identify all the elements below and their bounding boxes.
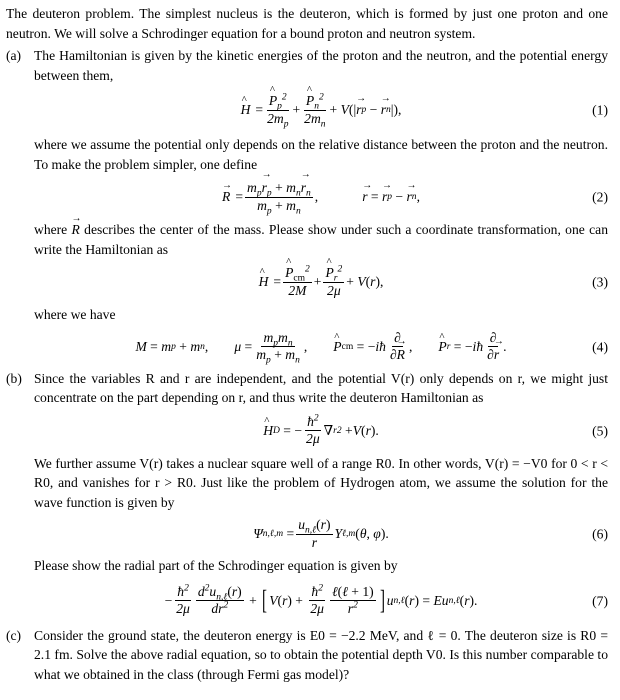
equation-number: (1) [592, 102, 608, 118]
part-a [6, 46, 608, 369]
part-c-text-1: Consider the ground state, the deuteron energy is E0 = −2.2 MeV, and ℓ = 0. The deuteron size is R0 = 2.1 fm. Solve the above radial equation, so to obtain the potential depth V0. Is this number comparable to what we obtained in the class (through Fermi gas model)? [34, 627, 608, 682]
equation-3: ^ H = ^ $\frac{P_{cm}^2}{2M}$ + ^ $\frac{P_r^2}{2\mu}$ + V ( r ), (3) [34, 259, 608, 305]
part-b-label: (b) [6, 370, 22, 386]
equation-number: (5) [592, 422, 608, 438]
part-b [6, 369, 608, 626]
part-a-text-1: The Hamiltonian is given by the kinetic energies of the proton and the neutron, and the potential energy between them, [34, 48, 608, 83]
equation-number: (3) [592, 274, 608, 290]
part-a-label: (a) [6, 48, 22, 63]
part-a-text-4: where we have [34, 307, 116, 322]
part-b-text-3: Please show the radial part of the Schrodinger equation is given by [34, 558, 398, 573]
part-a-text-3: where → R describes the center of the mass. Please show under such a coordinate transformation, one can write the Hamiltonian as [34, 220, 608, 259]
equation-1: ^ H = ^ $\frac{P_p^2}{2m_p}$ + ^ $\frac{P_n^2}{2m_n}$ + V (| → r p − → r n |), (1) [34, 85, 608, 135]
part-b-text-1: Since the variables R and r are independent, and the potential V(r) only depends on r, we might just concentrate on the part depending on r, and thus write the deuteron Hamiltonian as [34, 370, 608, 405]
part-b-text-2: We further assume V(r) takes a nuclear square well of a range R0. In other words, V(r) = −V0 for 0 < r < R0, and vanishes for r > R0. Just like the problem of Hydrogen atom, we assume the solution for the wave function is given by [34, 455, 608, 510]
intro-paragraph: The deuteron problem. The simplest nucleus is the deuteron, which is formed by just one proton and one neutron. We will solve a Schrodinger equation for a bound proton and neutron system. [6, 6, 608, 41]
part-c-label: (c) [6, 627, 22, 643]
equation-2: → R = $\frac{m_p\to r_p + m_n\to r_n}{m_p + m_n}$ , → r = → r p − → r n , (2) [34, 174, 608, 220]
equation-number: (4) [592, 338, 608, 354]
equation-6: Ψ n,ℓ,m = $\frac{u_{n,\ell}(r)}{r}$ Y ℓ,m ( θ , φ ). (6) [253, 517, 608, 550]
equation-7: − $\frac{ħ^2}{2\mu}$ $\frac{d^2u_{n,\ell}(r)}{dr^2}$ + [ V ( r ) + $\frac{ħ^2}{2\mu}$ $\frac{\text{ℓ(ℓ + 1)}}{r^2}$ ] u n,ℓ ( r ) = Eu n,ℓ ( r ). (7) [164, 583, 608, 616]
equation-number: (7) [592, 592, 608, 608]
equation-number: (2) [592, 189, 608, 205]
part-a-text-2: where we assume the potential only depends on the relative distance between the proton and the neutron. To make the problem simpler, one define [34, 137, 608, 172]
equation-number: (6) [592, 526, 608, 542]
equation-4: M = m p + m n , μ = $\frac{m_pm_n}{m_p + m_n}$ , ^ P cm = − iħ $\frac{\partial}{\partial\to R}$ , ^ P r = − iħ $\frac{\partial}{\partial\to r}$ . (4) [34, 325, 608, 369]
equation-5: ^ H D = − $\frac{ħ^2}{2\mu}$ ∇ r 2 + V ( r ). (5) [34, 408, 608, 454]
part-c [6, 626, 608, 685]
